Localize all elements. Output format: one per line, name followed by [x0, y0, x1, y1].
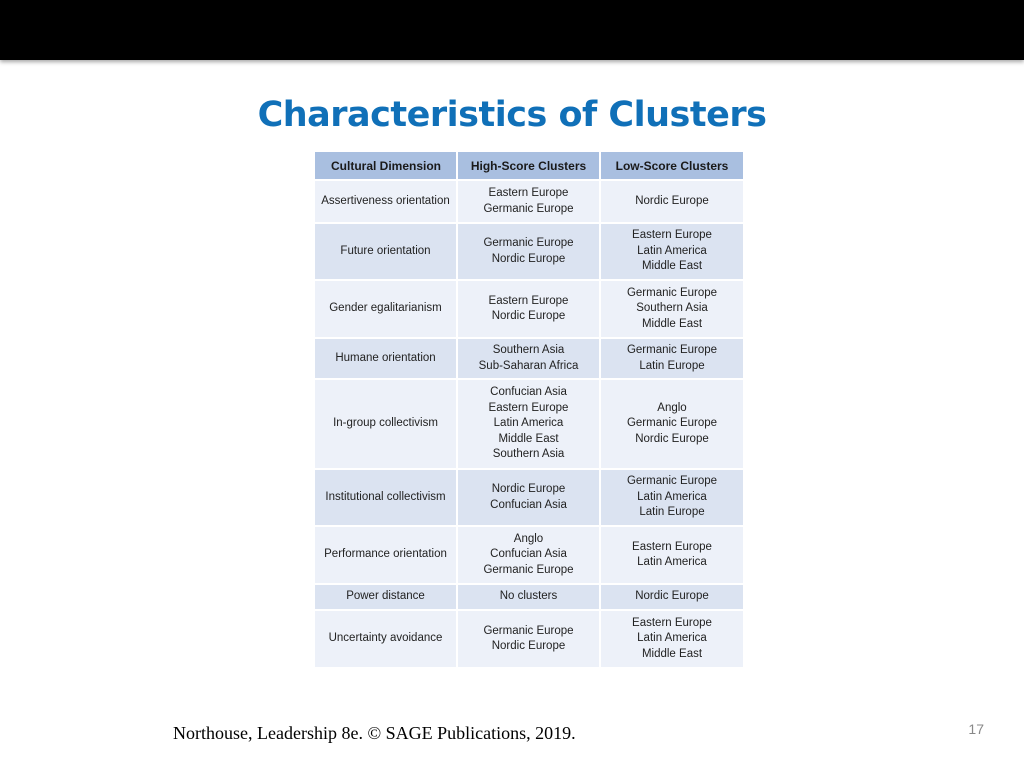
- cluster-name: Germanic Europe: [483, 563, 574, 576]
- cluster-name: Germanic Europe: [626, 344, 718, 356]
- high-score-clusters-cell: [457, 469, 600, 526]
- low-score-clusters-cell: [600, 526, 743, 584]
- cluster-name: Middle East: [641, 647, 703, 660]
- table-header-row: [315, 152, 743, 180]
- cluster-name: Southern Asia: [492, 448, 565, 461]
- column-header-cultural-dimension: Cultural Dimension: [315, 152, 457, 180]
- low-score-clusters-cell: [600, 584, 743, 610]
- cluster-name: Latin Europe: [639, 359, 705, 372]
- cluster-name: Latin Europe: [639, 506, 705, 519]
- table-row: [315, 526, 743, 584]
- cluster-name: Eastern Europe: [488, 294, 569, 307]
- cluster-name: Nordic Europe: [491, 483, 566, 495]
- low-score-clusters-cell: [600, 379, 743, 469]
- cluster-name: Confucian Asia: [490, 386, 567, 399]
- high-score-clusters-cell: [457, 180, 600, 223]
- cluster-name: Confucian Asia: [490, 498, 567, 511]
- cluster-name: Eastern Europe: [632, 616, 712, 629]
- cluster-name: Southern Asia: [636, 302, 708, 315]
- cluster-name: Latin America: [637, 490, 707, 503]
- low-score-clusters-cell: [600, 469, 743, 526]
- high-score-clusters-cell: [457, 584, 600, 610]
- cluster-name: Latin America: [637, 244, 707, 257]
- cluster-name: Latin America: [637, 632, 707, 645]
- table-row: [315, 338, 743, 379]
- cluster-name: Germanic Europe: [626, 417, 718, 430]
- cluster-name: Nordic Europe: [635, 194, 709, 207]
- cluster-name: Germanic Europe: [626, 286, 718, 299]
- table-row: [315, 469, 743, 526]
- cluster-name: Anglo: [513, 532, 544, 545]
- cluster-name: Nordic Europe: [491, 640, 566, 652]
- cluster-name: Latin America: [493, 417, 564, 430]
- cluster-name: Eastern Europe: [488, 187, 569, 199]
- table-row: [315, 280, 743, 338]
- cluster-name: Middle East: [641, 317, 703, 330]
- cluster-name: Eastern Europe: [632, 229, 712, 242]
- cluster-name: Nordic Europe: [635, 590, 709, 603]
- cultural-dimension-cell: Institutional collectivism: [315, 469, 457, 526]
- slide-title: Characteristics of Clusters: [257, 95, 767, 135]
- high-score-clusters-cell: [457, 526, 600, 584]
- cultural-dimension-cell: Assertiveness orientation: [315, 180, 457, 223]
- cluster-name: Nordic Europe: [491, 310, 566, 322]
- low-score-clusters-cell: [600, 180, 743, 223]
- cultural-dimension-cell: Future orientation: [315, 223, 457, 280]
- high-score-clusters-cell: [457, 379, 600, 469]
- cultural-dimension-cell: Gender egalitarianism: [315, 280, 457, 338]
- cultural-dimension-cell: Uncertainty avoidance: [315, 610, 457, 667]
- cluster-name: Eastern Europe: [488, 401, 569, 414]
- cultural-dimension-cell: In-group collectivism: [315, 379, 457, 469]
- table-row: [315, 379, 743, 469]
- low-score-clusters-cell: [600, 280, 743, 338]
- cluster-name: Confucian Asia: [490, 548, 567, 561]
- cluster-name: Germanic Europe: [483, 624, 574, 637]
- cluster-name: Nordic Europe: [635, 432, 709, 445]
- footer-citation: Northouse, Leadership 8e. © SAGE Publications, 2019.: [173, 723, 576, 743]
- cluster-name: Southern Asia: [492, 344, 565, 356]
- top-bar: [0, 0, 1024, 60]
- column-header-high-score-clusters: High-Score Clusters: [457, 152, 600, 180]
- table-body: [315, 180, 743, 667]
- high-score-clusters-cell: [457, 280, 600, 338]
- low-score-clusters-cell: [600, 610, 743, 667]
- cultural-dimension-cell: Humane orientation: [315, 338, 457, 379]
- low-score-clusters-cell: [600, 338, 743, 379]
- cluster-name: Middle East: [498, 432, 559, 445]
- table-row: [315, 610, 743, 667]
- column-header-low-score-clusters: Low-Score Clusters: [600, 152, 743, 180]
- cluster-name: Anglo: [657, 401, 687, 414]
- cultural-dimension-cell: Power distance: [315, 584, 457, 610]
- cluster-name: Middle East: [641, 260, 703, 273]
- table-row: [315, 180, 743, 223]
- table-row: [315, 223, 743, 280]
- cluster-name: Germanic Europe: [626, 475, 718, 488]
- high-score-clusters-cell: [457, 338, 600, 379]
- cultural-dimension-cell: Performance orientation: [315, 526, 457, 584]
- cluster-name: Germanic Europe: [483, 202, 574, 215]
- low-score-clusters-cell: [600, 223, 743, 280]
- high-score-clusters-cell: [457, 610, 600, 667]
- table-row: [315, 584, 743, 610]
- page-number: 17: [968, 721, 984, 737]
- cluster-name: No clusters: [499, 590, 558, 603]
- cluster-name: Nordic Europe: [491, 252, 566, 265]
- cluster-name: Latin America: [637, 556, 707, 568]
- cluster-name: Sub-Saharan Africa: [478, 359, 579, 372]
- clusters-table: [315, 152, 743, 667]
- high-score-clusters-cell: [457, 223, 600, 280]
- cluster-name: Germanic Europe: [483, 237, 574, 249]
- cluster-name: Eastern Europe: [632, 540, 712, 553]
